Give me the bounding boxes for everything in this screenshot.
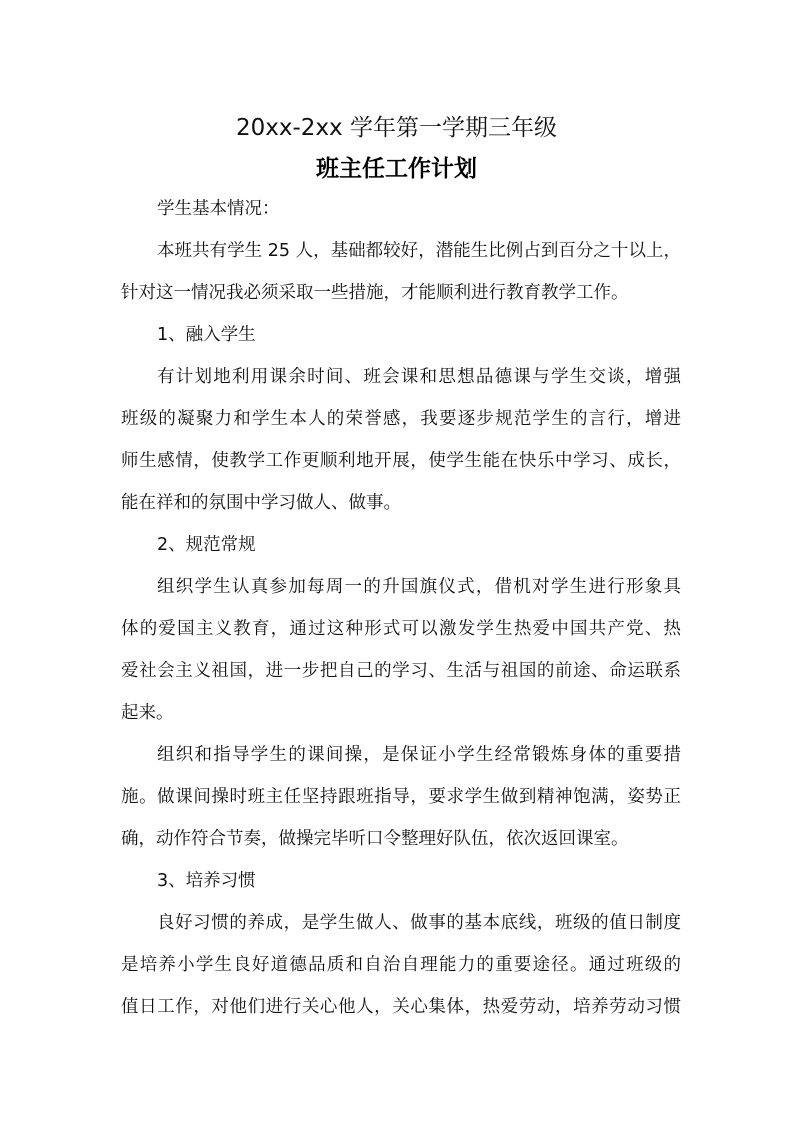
- paragraph-line: 师生感情，使教学工作更顺利地开展，使学生能在快乐中学习、成长，: [121, 451, 681, 471]
- paragraph-line: 体的爱国主义教育，通过这种形式可以激发学生热爱中国共产党、热: [121, 619, 681, 639]
- paragraph-line: 班级的凝聚力和学生本人的荣誉感，我要逐步规范学生的言行，增进: [121, 409, 681, 429]
- paragraph-line: 是培养小学生良好道德品质和自治自理能力的重要途径。通过班级的: [121, 955, 681, 975]
- section-heading-integrate-students: 1、融入学生: [157, 325, 256, 345]
- paragraph-line: 施。做课间操时班主任坚持跟班指导，要求学生做到精神饱满，姿势正: [121, 787, 681, 807]
- section-heading-basic-situation: 学生基本情况：: [157, 199, 280, 219]
- paragraph-line: 针对这一情况我必须采取一些措施，才能顺利进行教育教学工作。: [121, 283, 629, 303]
- paragraph-line: 有计划地利用课余时间、班会课和思想品德课与学生交谈，增强: [157, 367, 681, 387]
- paragraph-line: 本班共有学生 25 人，基础都较好，潜能生比例占到百分之十以上，: [157, 241, 681, 261]
- document-title-line2: 班主任工作计划: [316, 156, 477, 182]
- document-body: [121, 196, 681, 1036]
- paragraph-line: 良好习惯的养成，是学生做人、做事的基本底线，班级的值日制度: [157, 913, 681, 933]
- section-heading-routine-norms: 2、规范常规: [157, 535, 256, 555]
- paragraph-line: 爱社会主义祖国，进一步把自己的学习、生活与祖国的前途、命运联系: [121, 661, 681, 681]
- document-title-line1: 20xx-2xx 学年第一学期三年级: [236, 115, 557, 141]
- paragraph-line: 组织学生认真参加每周一的升国旗仪式，借机对学生进行形象具: [157, 577, 681, 597]
- paragraph-line: 确，动作符合节奏，做操完毕听口令整理好队伍，依次返回课室。: [121, 829, 629, 849]
- paragraph-line: 起来。: [121, 703, 174, 723]
- paragraph-line: 组织和指导学生的课间操，是保证小学生经常锻炼身体的重要措: [157, 745, 681, 765]
- section-heading-develop-habits: 3、培养习惯: [157, 871, 256, 891]
- paragraph-line: 值日工作，对他们进行关心他人，关心集体，热爱劳动，培养劳动习惯: [121, 997, 681, 1017]
- paragraph-line: 能在祥和的氛围中学习做人、做事。: [121, 493, 401, 513]
